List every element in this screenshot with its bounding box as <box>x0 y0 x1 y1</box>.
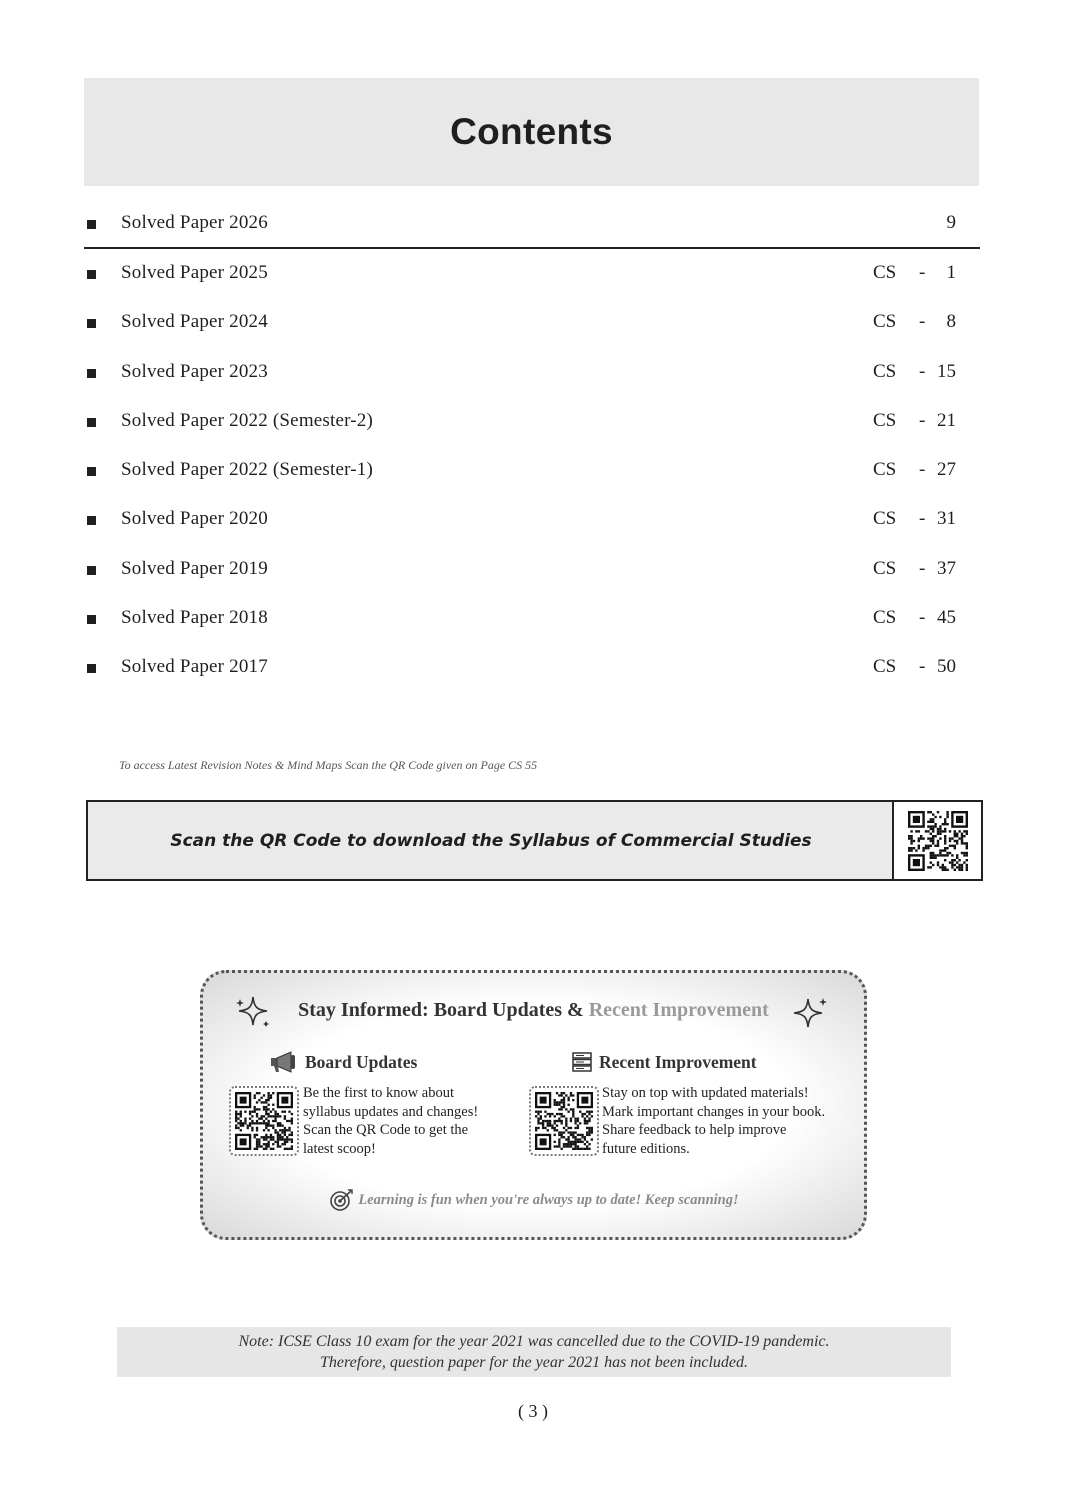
recent-line: future editions. <box>602 1140 690 1157</box>
toc-page-prefix: CS <box>873 607 897 629</box>
toc-row <box>84 447 980 496</box>
toc-page-number: 9 <box>946 212 956 233</box>
syllabus-qr-cell[interactable] <box>892 802 981 879</box>
square-bullet-icon <box>87 369 96 378</box>
toc-dash: - <box>919 656 926 678</box>
access-note: To access Latest Revision Notes & Mind Maps Scan the QR Code given on Page CS 55 <box>119 758 538 772</box>
target-icon <box>328 1189 354 1211</box>
title-band <box>84 78 979 186</box>
recent-line: Mark important changes in your book. <box>602 1103 826 1120</box>
toc-page-number: 8 <box>946 311 956 333</box>
stay-footer-text: Learning is fun when you're always up to date! Keep scanning! <box>358 1191 739 1208</box>
square-bullet-icon <box>87 270 96 279</box>
board-line: latest scoop! <box>303 1140 376 1157</box>
toc-page-prefix: CS <box>873 459 897 481</box>
toc-label: Solved Paper 2018 <box>121 607 268 629</box>
toc-label: Solved Paper 2025 <box>121 262 268 283</box>
toc-label: Solved Paper 2024 <box>121 311 268 333</box>
page-title: Contents <box>450 111 613 152</box>
board-line: syllabus updates and changes! <box>303 1103 479 1120</box>
recent-improvement-heading <box>571 1051 757 1073</box>
toc-page-prefix: CS <box>873 557 897 579</box>
recent-improvement-text <box>602 1084 862 1158</box>
square-bullet-icon <box>87 319 96 328</box>
toc-label: Solved Paper 2019 <box>121 557 268 579</box>
toc-page-number: 15 <box>937 360 956 382</box>
toc-label: Solved Paper 2022 (Semester-2) <box>121 409 374 431</box>
recent-improvement-qr[interactable] <box>529 1086 599 1156</box>
toc-dash: - <box>919 262 926 283</box>
note-band <box>117 1327 951 1377</box>
toc-page-prefix: CS <box>873 508 897 530</box>
books-icon <box>571 1051 593 1073</box>
recent-line: Share feedback to help improve <box>602 1122 787 1138</box>
stay-informed-box <box>200 970 867 1240</box>
toc-page-number: 31 <box>937 508 956 530</box>
square-bullet-icon <box>87 516 96 525</box>
board-updates-text <box>303 1084 513 1158</box>
toc-dash: - <box>919 508 926 530</box>
syllabus-banner <box>86 800 983 881</box>
toc-page-prefix: CS <box>873 360 897 382</box>
toc-row <box>84 250 980 299</box>
toc-label: Solved Paper 2026 <box>121 212 268 233</box>
toc-page-prefix: CS <box>873 311 897 333</box>
qr-code-icon[interactable] <box>235 1092 293 1150</box>
toc-row <box>84 595 980 644</box>
toc-label: Solved Paper 2022 (Semester-1) <box>121 459 374 481</box>
square-bullet-icon <box>87 615 96 624</box>
toc-label: Solved Paper 2020 <box>121 508 268 530</box>
board-line: Scan the QR Code to get the <box>303 1122 469 1138</box>
toc-row <box>84 200 980 249</box>
stay-title <box>203 999 864 1022</box>
toc-page-prefix: CS <box>873 262 897 283</box>
square-bullet-icon <box>87 220 96 229</box>
square-bullet-icon <box>87 467 96 476</box>
toc-page-number: 21 <box>937 409 956 431</box>
board-updates-label: Board Updates <box>305 1051 418 1072</box>
toc-page-prefix: CS <box>873 656 897 678</box>
toc-row <box>84 546 980 595</box>
megaphone-icon <box>269 1051 299 1073</box>
note-line: Therefore, question paper for the year 2021 has not been included. <box>319 1354 749 1371</box>
toc-page-prefix: CS <box>873 409 897 431</box>
toc-page-number: 50 <box>937 656 956 678</box>
note-line: Note: ICSE Class 10 exam for the year 2021 was cancelled due to the COVID-19 pandemic. <box>238 1333 830 1350</box>
qr-code-icon[interactable] <box>908 811 968 871</box>
toc-page-number: 1 <box>946 262 956 283</box>
toc-dash: - <box>919 360 926 382</box>
toc-dash: - <box>919 459 926 481</box>
board-updates-heading <box>269 1051 417 1073</box>
board-updates-qr[interactable] <box>229 1086 299 1156</box>
toc-row <box>84 398 980 447</box>
syllabus-text: Scan the QR Code to download the Syllabus of Commercial Studies <box>170 830 812 851</box>
toc-label: Solved Paper 2023 <box>121 360 268 382</box>
stay-title-muted: Recent Improvement <box>588 999 769 1021</box>
toc-dash: - <box>919 607 926 629</box>
square-bullet-icon <box>87 418 96 427</box>
stay-title-main: Stay Informed: Board Updates & <box>298 999 589 1021</box>
toc-page-number: 45 <box>937 607 956 629</box>
square-bullet-icon <box>87 664 96 673</box>
toc-row <box>84 496 980 545</box>
sparkle-icon <box>790 995 830 1031</box>
recent-improvement-label: Recent Improvement <box>599 1051 757 1072</box>
toc-page-number: 37 <box>937 557 956 579</box>
toc-dash: - <box>919 557 926 579</box>
toc-dash: - <box>919 311 926 333</box>
recent-line: Stay on top with updated materials! <box>602 1085 809 1101</box>
toc-row <box>84 644 980 693</box>
toc-label: Solved Paper 2017 <box>121 656 268 678</box>
qr-code-icon[interactable] <box>535 1092 593 1150</box>
toc-page-number: 27 <box>937 459 956 481</box>
table-of-contents <box>84 200 980 694</box>
toc-row <box>84 299 980 348</box>
stay-footer <box>203 1189 864 1211</box>
page-number: ( 3 ) <box>518 1401 548 1421</box>
square-bullet-icon <box>87 566 96 575</box>
toc-dash: - <box>919 409 926 431</box>
board-line: Be the first to know about <box>303 1085 455 1101</box>
toc-row <box>84 349 980 398</box>
